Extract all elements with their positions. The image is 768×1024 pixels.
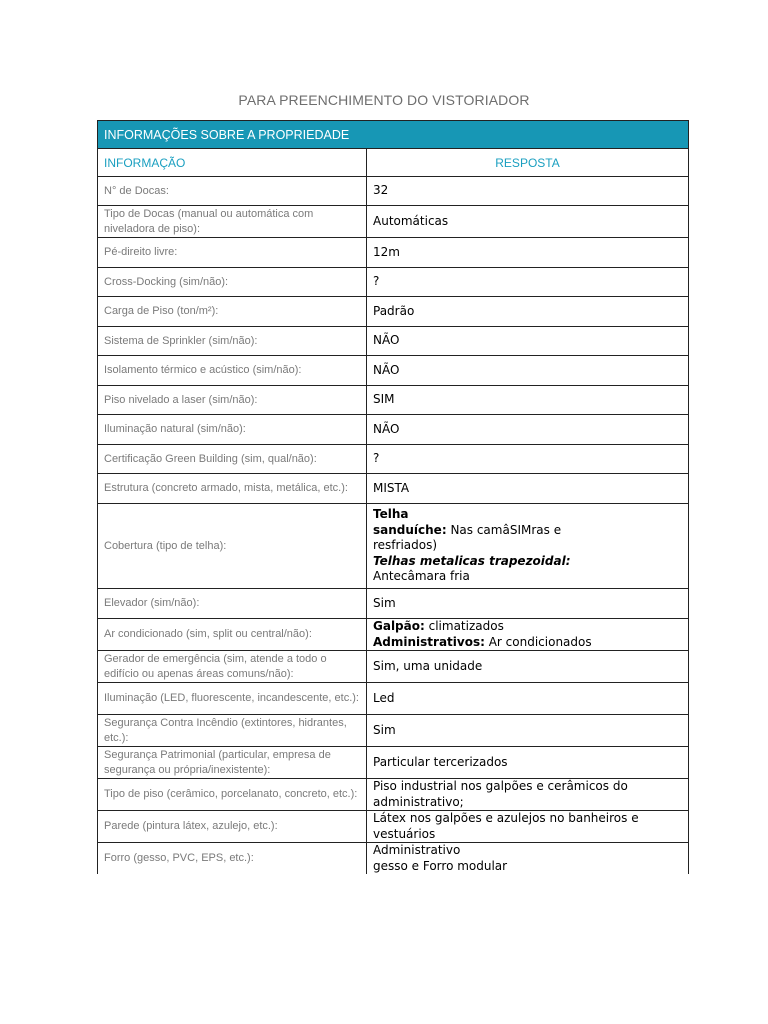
field-label: Tipo de piso (cerâmico, porcelanato, concreto, etc.): bbox=[98, 779, 367, 811]
value-text: Antecâmara fria bbox=[373, 569, 470, 584]
value-bold: Administrativos: bbox=[373, 634, 485, 649]
table-row bbox=[98, 619, 689, 651]
field-value: 12m bbox=[367, 238, 689, 268]
field-label: Isolamento térmico e acústico (sim/não): bbox=[98, 356, 367, 386]
table-row bbox=[98, 177, 689, 206]
field-value: Piso industrial nos galpões e cerâmicos do administrativo; bbox=[367, 779, 689, 811]
table-row bbox=[98, 238, 689, 268]
field-label: Estrutura (concreto armado, mista, metálica, etc.): bbox=[98, 474, 367, 504]
value-text: resfriados) bbox=[373, 538, 438, 553]
column-header-info: INFORMAÇÃO bbox=[98, 149, 367, 177]
field-label: Cross-Docking (sim/não): bbox=[98, 268, 367, 297]
field-label: Ar condicionado (sim, split ou central/não): bbox=[98, 619, 367, 651]
field-label: Piso nivelado a laser (sim/não): bbox=[98, 386, 367, 415]
table-row bbox=[98, 268, 689, 297]
field-value bbox=[367, 843, 689, 875]
field-value: NÃO bbox=[367, 356, 689, 386]
field-value: 32 bbox=[367, 177, 689, 206]
field-label: Tipo de Docas (manual ou automática com niveladora de piso): bbox=[98, 206, 367, 238]
field-value: Sim bbox=[367, 589, 689, 619]
field-label: N° de Docas: bbox=[98, 177, 367, 206]
section-header-row bbox=[98, 121, 689, 149]
field-label: Iluminação (LED, fluorescente, incandescente, etc.): bbox=[98, 683, 367, 715]
field-label: Iluminação natural (sim/não): bbox=[98, 415, 367, 445]
field-value: SIM bbox=[367, 386, 689, 415]
table-row bbox=[98, 747, 689, 779]
value-text: Administrativo bbox=[373, 843, 461, 857]
field-label: Pé-direito livre: bbox=[98, 238, 367, 268]
field-label: Certificação Green Building (sim, qual/não): bbox=[98, 445, 367, 474]
table-row bbox=[98, 386, 689, 415]
table-row bbox=[98, 206, 689, 238]
value-text: gesso e Forro modular bbox=[373, 858, 508, 873]
value-bold: Telha bbox=[373, 507, 409, 522]
table-row bbox=[98, 445, 689, 474]
field-value: NÃO bbox=[367, 415, 689, 445]
field-value: Sim bbox=[367, 715, 689, 747]
table-row bbox=[98, 843, 689, 875]
field-label: Carga de Piso (ton/m²): bbox=[98, 297, 367, 327]
table-row bbox=[98, 589, 689, 619]
value-bold: Galpão: bbox=[373, 619, 425, 633]
value-bold-italic: Telhas metalicas trapezoidal: bbox=[373, 553, 571, 568]
field-value: NÃO bbox=[367, 327, 689, 356]
column-header-response: RESPOSTA bbox=[367, 149, 689, 177]
field-value: ? bbox=[367, 445, 689, 474]
table-row bbox=[98, 715, 689, 747]
table-row bbox=[98, 779, 689, 811]
field-label: Cobertura (tipo de telha): bbox=[98, 504, 367, 589]
value-text: Ar condicionados bbox=[484, 634, 592, 649]
section-header: INFORMAÇÕES SOBRE A PROPRIEDADE bbox=[98, 121, 689, 149]
value-text: climatizados bbox=[424, 619, 504, 633]
property-info-table bbox=[97, 120, 689, 874]
table-row bbox=[98, 651, 689, 683]
field-label: Segurança Patrimonial (particular, empresa de segurança ou própria/inexistente): bbox=[98, 747, 367, 779]
field-value: Led bbox=[367, 683, 689, 715]
field-label: Sistema de Sprinkler (sim/não): bbox=[98, 327, 367, 356]
field-label: Forro (gesso, PVC, EPS, etc.): bbox=[98, 843, 367, 875]
field-value: ? bbox=[367, 268, 689, 297]
value-bold: sanduíche: bbox=[373, 522, 447, 537]
field-value: Látex nos galpões e azulejos no banheiros e vestuários bbox=[367, 811, 689, 843]
page-title: PARA PREENCHIMENTO DO VISTORIADOR bbox=[238, 92, 530, 108]
field-value: Sim, uma unidade bbox=[367, 651, 689, 683]
field-value bbox=[367, 504, 689, 589]
table-row bbox=[98, 356, 689, 386]
column-header-row bbox=[98, 149, 689, 177]
field-value: MISTA bbox=[367, 474, 689, 504]
table-row bbox=[98, 811, 689, 843]
field-value bbox=[367, 619, 689, 651]
table-row bbox=[98, 415, 689, 445]
table-row bbox=[98, 474, 689, 504]
field-value: Automáticas bbox=[367, 206, 689, 238]
field-label: Segurança Contra Incêndio (extintores, hidrantes, etc.): bbox=[98, 715, 367, 747]
table-row bbox=[98, 683, 689, 715]
field-value: Particular tercerizados bbox=[367, 747, 689, 779]
field-label: Elevador (sim/não): bbox=[98, 589, 367, 619]
field-label: Parede (pintura látex, azulejo, etc.): bbox=[98, 811, 367, 843]
table-row bbox=[98, 504, 689, 589]
field-value: Padrão bbox=[367, 297, 689, 327]
value-text: Nas camâSIMras e bbox=[446, 522, 562, 537]
table-row bbox=[98, 297, 689, 327]
field-label: Gerador de emergência (sim, atende a todo o edifício ou apenas áreas comuns/não): bbox=[98, 651, 367, 683]
table-row bbox=[98, 327, 689, 356]
